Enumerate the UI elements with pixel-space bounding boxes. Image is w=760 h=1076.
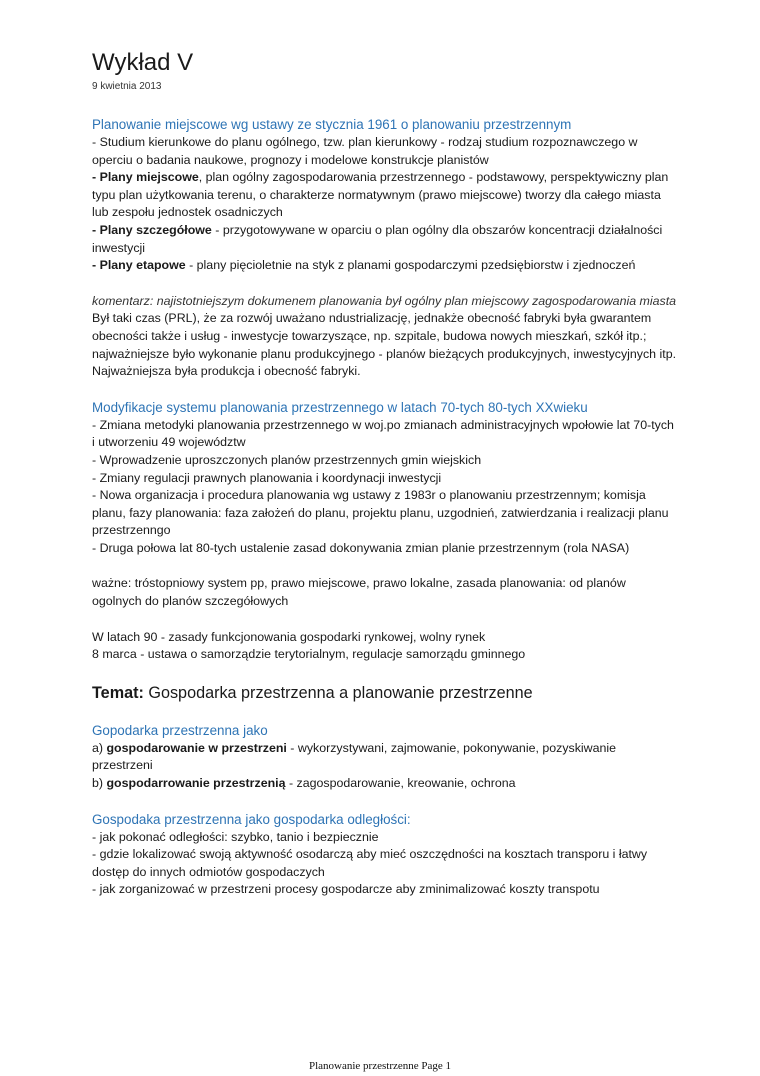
s3-item-a bbox=[92, 740, 677, 775]
page-date: 9 kwietnia 2013 bbox=[92, 81, 162, 92]
topic-text: Gospodarka przestrzenna a planowanie przestrzenne bbox=[143, 683, 533, 702]
s1-item-4-text: - plany pięcioletnie na styk z planami gospodarczymi pzedsiębiorstw i zjednoczeń bbox=[185, 258, 636, 273]
s3-item-b-prefix: b) bbox=[92, 776, 107, 791]
comment-body: Był taki czas (PRL), że za rozwój uważano ndustrializację, jednakże obecność fabryki była gwarantem obecności także i usług - inwestycje towarzyszące, np. szpitale, budowa nowych mieszkań, szkół itp.; najważniejsze było wykonanie planu produkcyjnego - planów bieżących produkcyjnych, inwestycyjnych itp. Najważniejsza była produkcja i obecność fabryki. bbox=[92, 311, 677, 379]
s2-item-5: - Druga połowa lat 80-tych ustalenie zasad dokonywania zmian planie przestrzennym (rola NASA) bbox=[92, 540, 630, 555]
history-line-2: 8 marca - ustawa o samorządzie terytorialnym, regulacje samorządu gminnego bbox=[92, 647, 526, 662]
page-footer: Planowanie przestrzenne Page 1 bbox=[308, 1060, 452, 1072]
s3-item-a-prefix: a) bbox=[92, 740, 107, 755]
s3-item-b-label: gospodarrowanie przestrzenią bbox=[106, 776, 286, 791]
s1-item-4-label: - Plany etapowe bbox=[92, 258, 186, 273]
s1-item-2 bbox=[92, 169, 677, 222]
s3-item-a-text: - wykorzystywani, zajmowanie, pokonywanie, pozyskiwanie przestrzeni bbox=[92, 740, 617, 773]
s1-item-2-label: - Plany miejscowe bbox=[92, 170, 199, 185]
section-heading-3: Gopodarka przestrzenna jako bbox=[92, 722, 268, 738]
s2-item-4: - Nowa organizacja i procedura planowania wg ustawy z 1983r o planowaniu przestrzennym; komisja planu, fazy planowania: faza założeń do planu, projektu planu, uzgodnień, zatwierdzania i realizacji planu przestrzenngo bbox=[92, 488, 669, 538]
section-heading-4: Gospodaka przestrzenna jako gospodarka odległości: bbox=[92, 811, 411, 827]
section-heading-2: Modyfikacje systemu planowania przestrzennego w latach 70-tych 80-tych XXwieku bbox=[92, 399, 588, 415]
s4-item-1: - jak pokonać odległości: szybko, tanio i bezpiecznie bbox=[92, 829, 379, 844]
topic-heading bbox=[92, 682, 677, 704]
s3-item-b bbox=[92, 775, 677, 793]
s2-item-1: - Zmiana metodyki planowania przestrzennego w woj.po zmianach administracyjnych wpołowie lat 70-tych i utworzeniu 49 województw bbox=[92, 417, 674, 450]
s1-item-4 bbox=[92, 257, 677, 275]
s1-item-3-label: - Plany szczegółowe bbox=[92, 222, 212, 237]
important-note: ważne: tróstopniowy system pp, prawo miejscowe, prawo lokalne, zasada planowania: od planów ogolnych do planów szczegółowych bbox=[92, 576, 626, 609]
s2-item-2: - Wprowadzenie uproszczonych planów przestrzennych gmin wiejskich bbox=[92, 452, 482, 467]
comment-italic: komentarz: najistotniejszym dokumenem planowania był ogólny plan miejscowy zagospodarowania miasta bbox=[92, 293, 677, 308]
topic-label: Temat: bbox=[92, 683, 144, 702]
s1-item-3 bbox=[92, 222, 677, 257]
s4-item-2: - gdzie lokalizować swoją aktywność osodarczą aby mieć oszczędności na kosztach transporu i łatwy dostęp do innych odmiotów gospodaczych bbox=[92, 847, 648, 879]
s3-item-a-label: gospodarowanie w przestrzeni bbox=[106, 740, 287, 755]
section-heading-1: Planowanie miejscowe wg ustawy ze stycznia 1961 o planowaniu przestrzennym bbox=[92, 117, 572, 132]
s1-item-1: - Studium kierunkowe do planu ogólnego, tzw. plan kierunkowy - rodzaj studium rozpoznawczego w operciu o badania naukowe, prognozy i modelowe konstrukcje planistów bbox=[92, 135, 638, 167]
s3-item-b-text: - zagospodarowanie, kreowanie, ochrona bbox=[285, 776, 516, 791]
page-title: Wykład V bbox=[92, 49, 194, 76]
s1-item-2-text: , plan ogólny zagospodarowania przestrzennego - podstawowy, perspektywiczny plan typu plan użytkowania terenu, o charakterze normatywnym (prawo miejscowe) tworzy dla całego miasta lub zespołu jednostek osadniczych bbox=[92, 170, 669, 220]
page-content bbox=[92, 48, 677, 899]
s1-item-3-text: - przygotowywane w oparciu o plan ogólny dla obszarów koncentracji działalności inwestycji bbox=[92, 222, 663, 255]
s2-item-3: - Zmiany regulacji prawnych planowania i koordynacji inwestycji bbox=[92, 470, 442, 485]
s4-item-3: - jak zorganizować w przestrzeni procesy gospodarcze aby zminimalizować koszty transpotu bbox=[92, 882, 600, 897]
history-line-1: W latach 90 - zasady funkcjonowania gospodarki rynkowej, wolny rynek bbox=[92, 629, 486, 644]
